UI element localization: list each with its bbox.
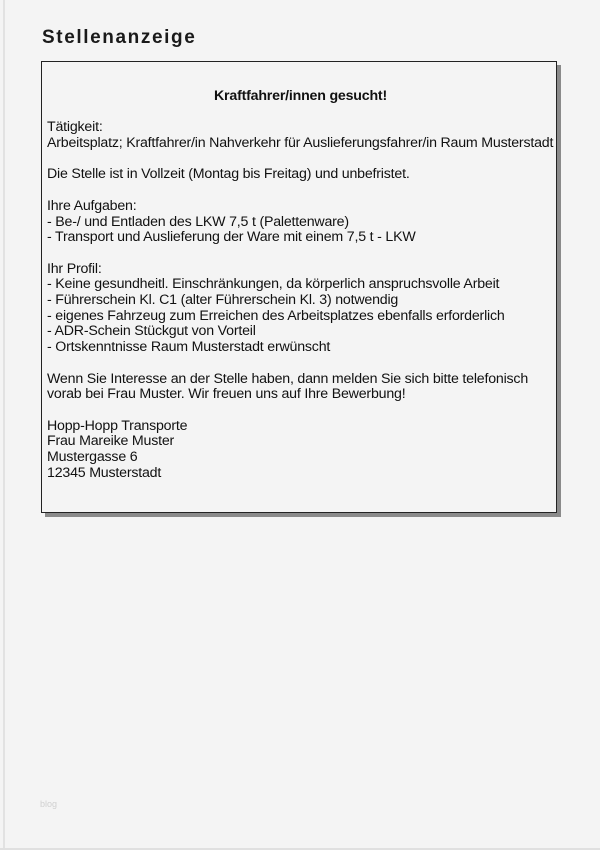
page-title: Stellenanzeige — [42, 27, 197, 48]
contact-person: Frau Mareike Muster — [47, 433, 175, 450]
street: Mustergasse 6 — [47, 449, 138, 466]
profile-item: - Ortskenntnisse Raum Musterstadt erwünscht — [47, 339, 331, 356]
activity-label: Tätigkeit: — [47, 119, 103, 136]
page-edge — [3, 0, 5, 850]
profile-item: - ADR-Schein Stückgut von Vorteil — [47, 323, 256, 340]
profile-item: - Keine gesundheitl. Einschränkungen, da körperlich anspruchsvolle Arbeit — [47, 276, 500, 293]
profile-label: Ihr Profil: — [47, 260, 102, 277]
company-name: Hopp-Hopp Transporte — [47, 417, 188, 434]
profile-item: - Führerschein Kl. C1 (alter Führerschein Kl. 3) notwendig — [47, 292, 399, 309]
profile-item: - eigenes Fahrzeug zum Erreichen des Arbeitsplatzes ebenfalls erforderlich — [47, 307, 505, 324]
profile-section — [47, 262, 554, 356]
watermark: blog — [40, 799, 58, 809]
activity-text: Arbeitsplatz; Kraftfahrer/in Nahverkehr für Auslieferungsfahrer/in Raum Musterstadt — [47, 135, 554, 152]
ad-title: Kraftfahrer/innen gesucht! — [214, 88, 387, 104]
tasks-label: Ihre Aufgaben: — [47, 197, 137, 214]
activity-section — [47, 120, 554, 151]
job-ad-box — [41, 61, 557, 513]
postal-city: 12345 Musterstadt — [47, 464, 162, 481]
task-item: - Transport und Auslieferung der Ware mit einem 7,5 t - LKW — [47, 229, 416, 246]
contact-line: Wenn Sie Interesse an der Stelle haben, dann melden Sie sich bitte telefonisch — [47, 370, 529, 387]
contact-text — [47, 372, 554, 403]
contact-line: vorab bei Frau Muster. Wir freuen uns auf Ihre Bewerbung! — [47, 386, 406, 403]
address-block — [47, 419, 554, 482]
terms-text: Die Stelle ist in Vollzeit (Montag bis Freitag) und unbefristet. — [47, 166, 410, 183]
tasks-section — [47, 199, 554, 246]
task-item: - Be-/ und Entladen des LKW 7,5 t (Palettenware) — [47, 213, 349, 230]
